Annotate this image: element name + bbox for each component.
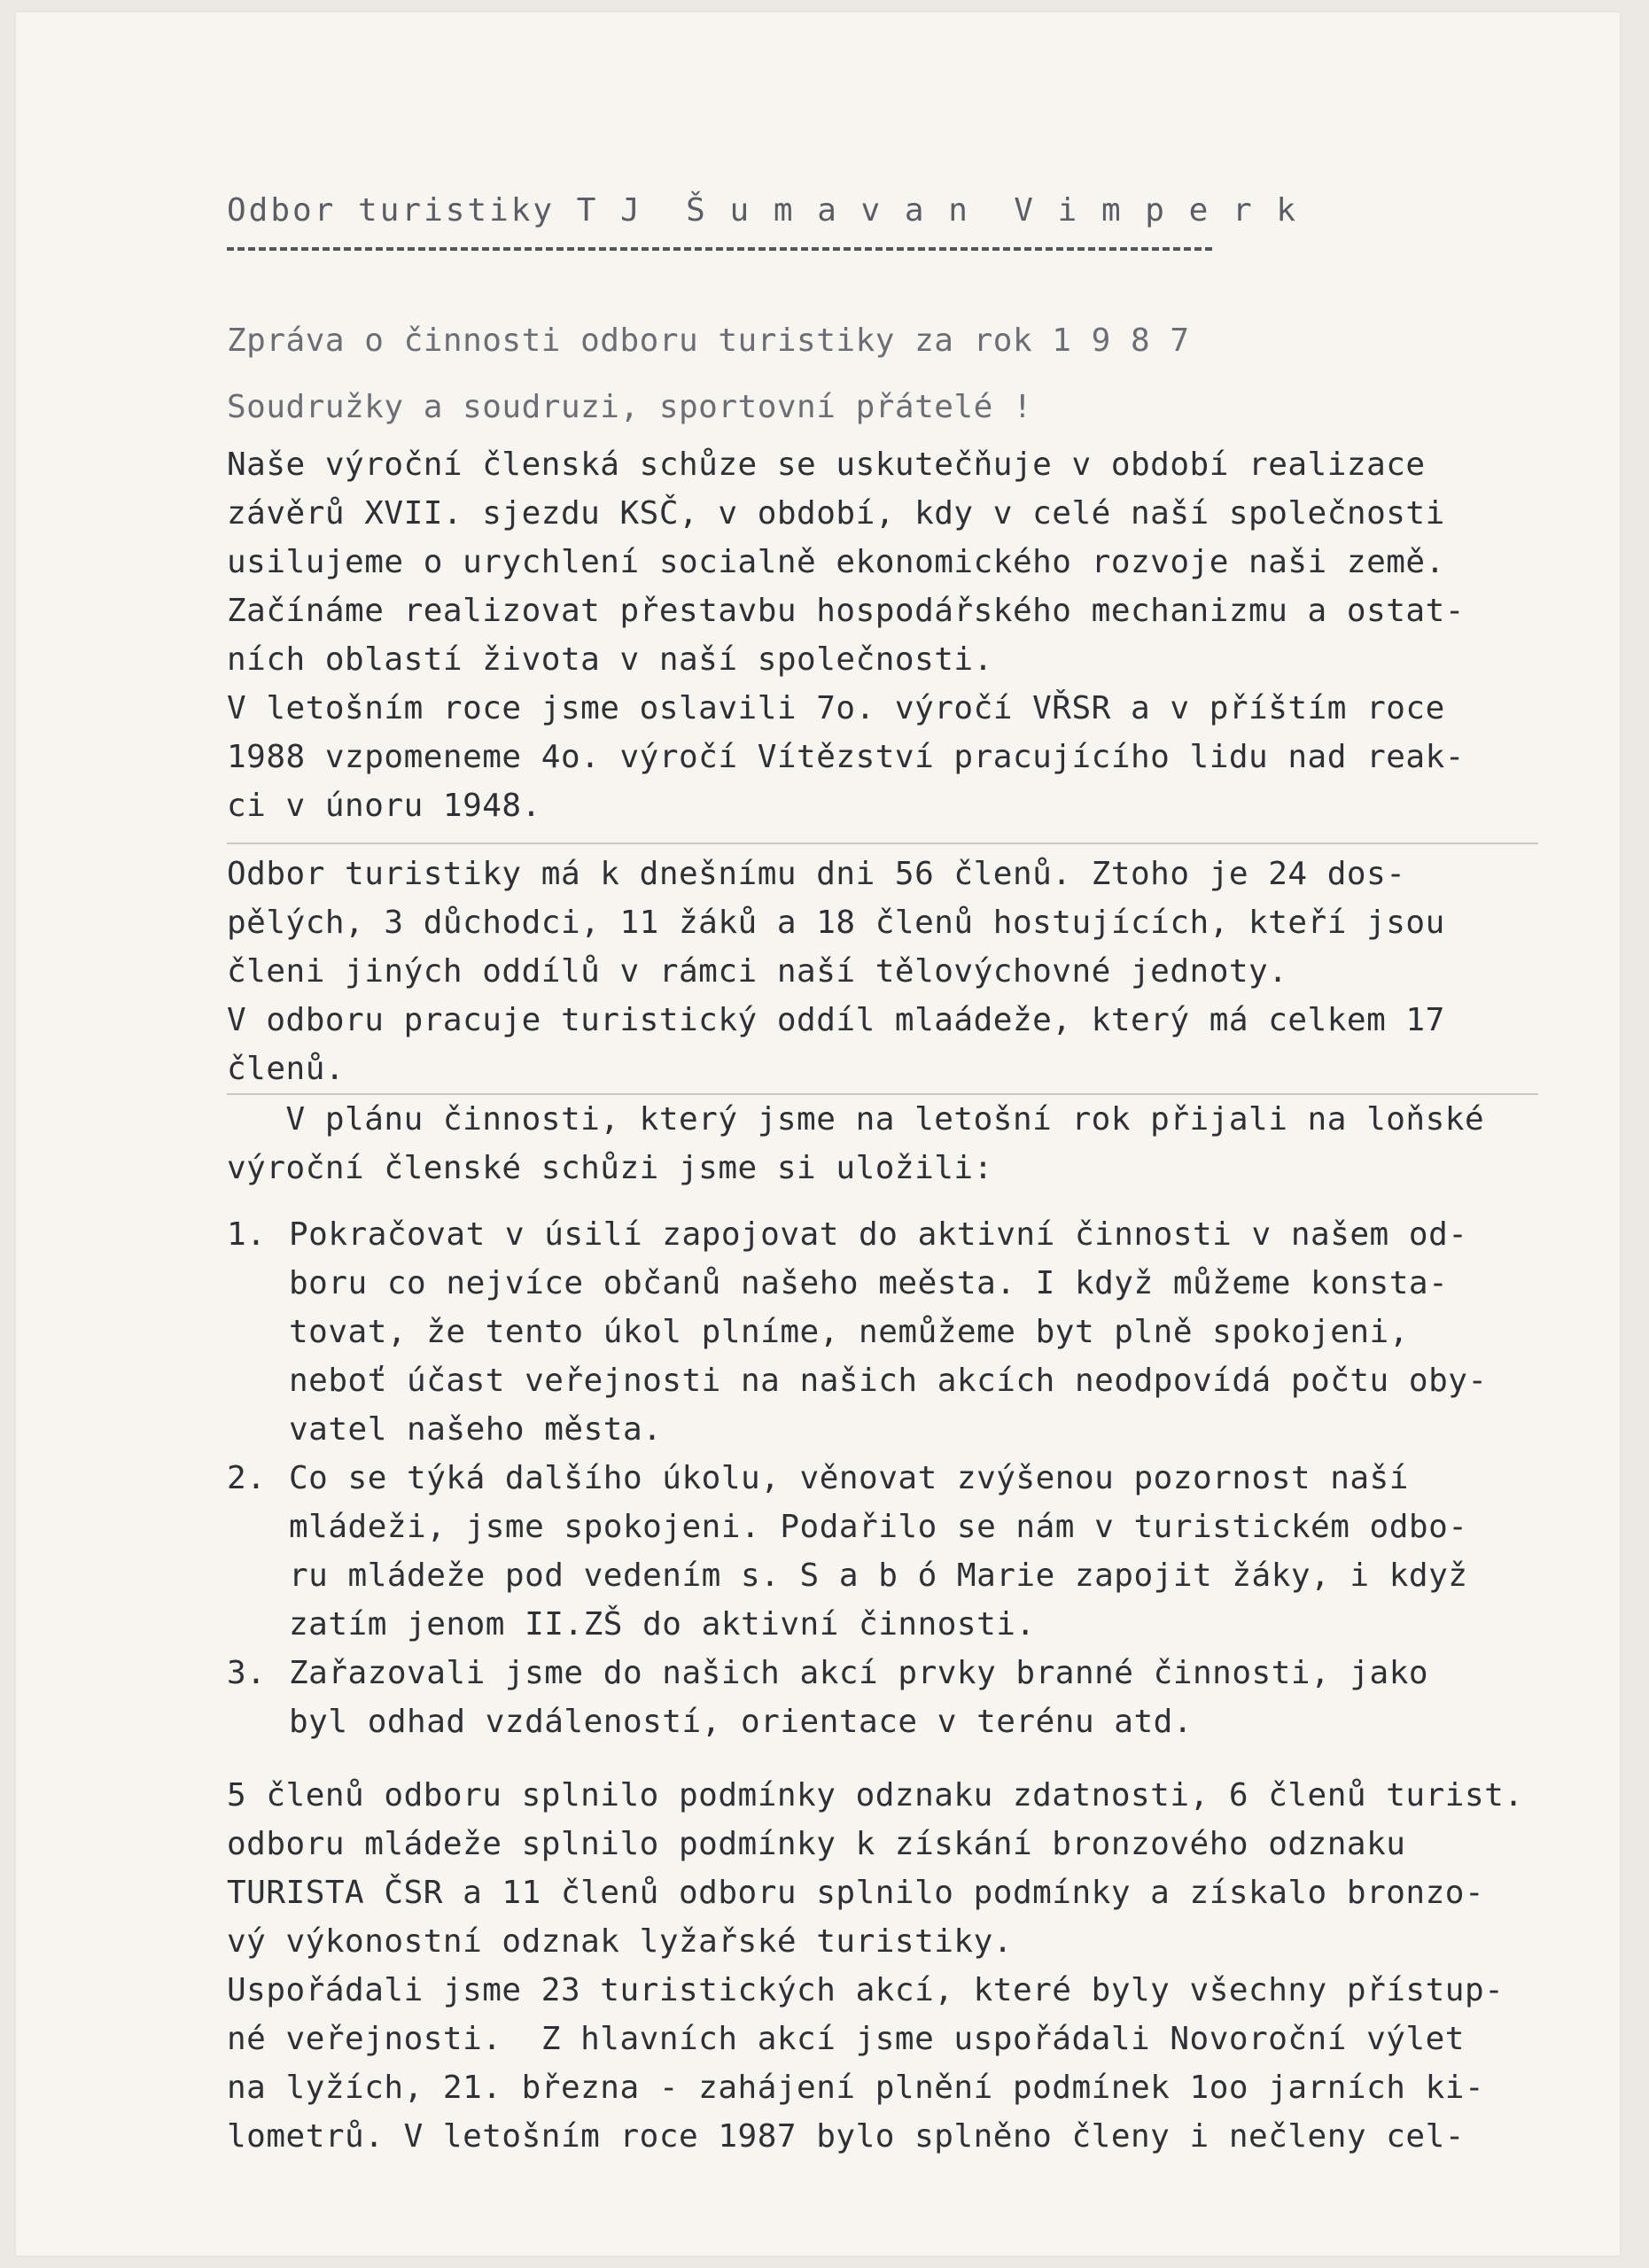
text-line: odboru mládeže splnilo podmínky k získání bronzového odznaku	[227, 1826, 1406, 1862]
text-line: závěrů XVII. sjezdu KSČ, v období, kdy v celé naší společnosti	[227, 495, 1445, 532]
text-line: V plánu činnosti, který jsme na letošní rok přijali na loňské	[227, 1101, 1485, 1138]
text-line: neboť účast veřejnosti na našich akcích neodpovídá počtu oby-	[289, 1363, 1488, 1399]
text-line: usilujeme o urychlení socialně ekonomického rozvoje naši země.	[227, 544, 1445, 580]
list-number: 3.	[227, 1655, 267, 1691]
text-line: Začínáme realizovat přestavbu hospodářského mechanizmu a ostat-	[227, 593, 1465, 629]
text-line: né veřejnosti. Z hlavních akcí jsme uspořádali Novoroční výlet	[227, 2021, 1465, 2057]
text-line: členů.	[227, 1051, 346, 1087]
members-paragraph	[227, 850, 1538, 1093]
list-number: 1.	[227, 1216, 267, 1253]
text-line: ru mládeže pod vedením s. S a b ó Marie zapojit žáky, i když	[289, 1557, 1468, 1594]
text-line: Naše výroční členská schůze se uskutečňuje v období realizace	[227, 447, 1426, 483]
text-line: Pokračovat v úsilí zapojovat do aktivní činnosti v našem od-	[289, 1216, 1468, 1253]
text-line: mládeži, jsme spokojeni. Podařilo se nám v turistickém odbo-	[289, 1509, 1468, 1545]
text-line: vatel našeho města.	[289, 1411, 663, 1448]
text-line: pělých, 3 důchodci, 11 žáků a 18 členů hostujících, kteří jsou	[227, 905, 1445, 941]
text-line: výroční členské schůzi jsme si uložili:	[227, 1150, 993, 1186]
list-item	[227, 1210, 1538, 1454]
text-line: zatím jenom II.ZŠ do aktivní činnosti.	[289, 1606, 1036, 1643]
paper-sheet	[16, 12, 1620, 2256]
text-line: Uspořádali jsme 23 turistických akcí, které byly všechny přístup-	[227, 1972, 1505, 2008]
text-line: Zařazovali jsme do našich akcí prvky branné činnosti, jako	[289, 1655, 1429, 1691]
organization-header: Odbor turistiky T J Š u m a v a n V i m p e r k	[227, 192, 1299, 229]
list-number: 2.	[227, 1460, 267, 1496]
report-title: Zpráva o činnosti odboru turistiky za rok 1 9 8 7	[227, 322, 1190, 359]
text-line: boru co nejvíce občanů našeho meěsta. I když můžeme konsta-	[289, 1265, 1449, 1301]
text-line: V letošním roce jsme oslavili 7o. výročí VŘSR a v příštím roce	[227, 690, 1445, 726]
text-line: tovat, že tento úkol plníme, nemůžeme byt plně spokojeni,	[289, 1314, 1409, 1350]
results-paragraph	[227, 1771, 1538, 2161]
text-line: vý výkonostní odznak lyžařské turistiky.	[227, 1923, 1013, 1960]
document-body	[227, 186, 1538, 2161]
list-item	[227, 1649, 1538, 1746]
text-line: ních oblastí života v naší společnosti.	[227, 641, 993, 678]
text-line: na lyžích, 21. března - zahájení plnění podmínek 1oo jarních ki-	[227, 2070, 1485, 2106]
text-line: byl odhad vzdáleností, orientace v terénu atd.	[289, 1704, 1193, 1740]
plan-paragraph	[227, 1095, 1538, 1192]
text-line: členi jiných oddílů v rámci naší tělovýchovné jednoty.	[227, 953, 1288, 990]
header-divider	[227, 235, 1212, 251]
text-line: TURISTA ČSR a 11 členů odboru splnilo podmínky a získalo bronzo-	[227, 1875, 1485, 1911]
text-line: lometrů. V letošním roce 1987 bylo splněno členy i nečleny cel-	[227, 2118, 1465, 2155]
text-line: Odbor turistiky má k dnešnímu dni 56 členů. Ztoho je 24 dos-	[227, 856, 1406, 892]
greeting: Soudružky a soudruzi, sportovní přátelé !	[227, 389, 1033, 425]
list-item	[227, 1454, 1538, 1649]
text-line: Co se týká dalšího úkolu, věnovat zvýšenou pozornost naší	[289, 1460, 1409, 1496]
text-line: ci v únoru 1948.	[227, 788, 541, 824]
task-list	[227, 1210, 1538, 1746]
text-line: 5 členů odboru splnilo podmínky odznaku zdatnosti, 6 členů turist.	[227, 1777, 1524, 1814]
intro-paragraph	[227, 440, 1538, 830]
text-line: 1988 vzpomeneme 4o. výročí Vítězství pracujícího lidu nad reak-	[227, 739, 1465, 775]
text-line: V odboru pracuje turistický oddíl mlaádeže, který má celkem 17	[227, 1002, 1445, 1038]
